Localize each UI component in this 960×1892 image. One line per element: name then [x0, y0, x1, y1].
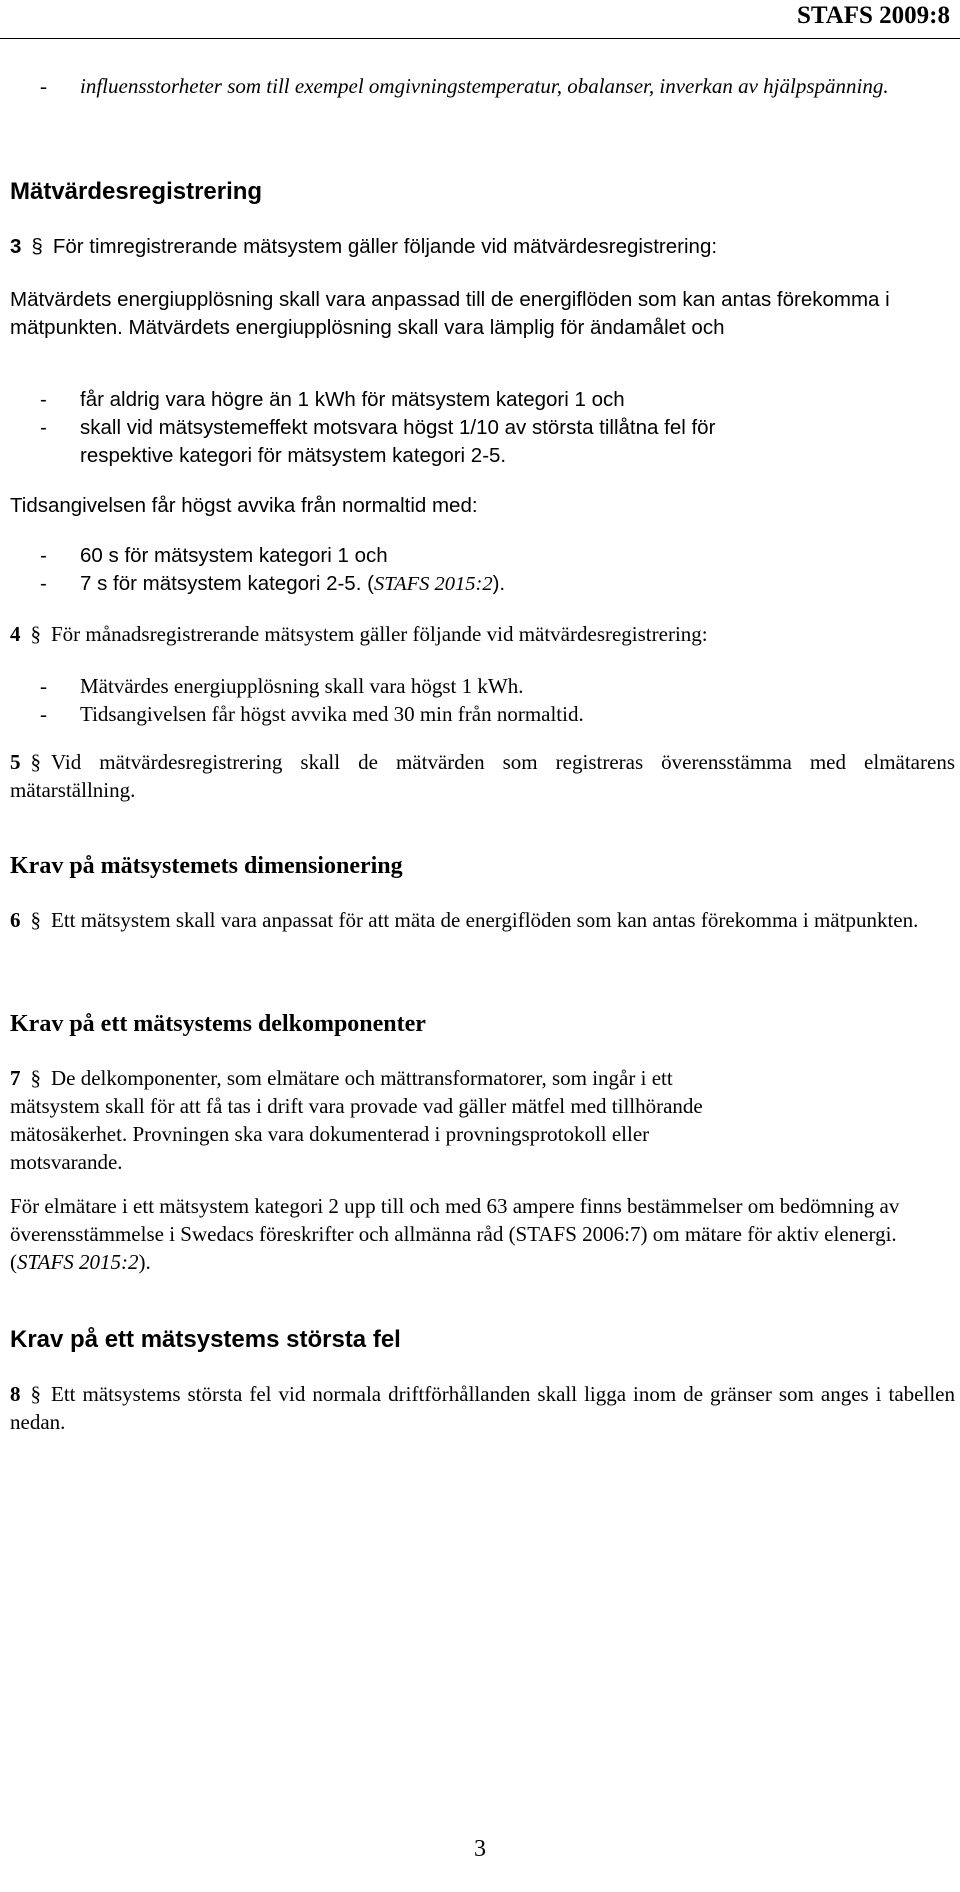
- list-item: [10, 386, 955, 414]
- list-item: [10, 414, 740, 470]
- paragraph-number: 6: [10, 908, 21, 932]
- list-item-text: Mätvärdes energiupplösning skall vara högst 1 kWh.: [80, 674, 524, 698]
- paragraph-number: 3: [10, 235, 22, 258]
- body-elmatare: [10, 1192, 955, 1276]
- list-dash: -: [40, 388, 47, 411]
- list-item: [10, 570, 955, 598]
- reference-stafs: STAFS 2015:2: [17, 1250, 139, 1274]
- paragraph-number: 5: [10, 750, 21, 774]
- body-tidsangivelsen: Tidsangivelsen får högst avvika från normaltid med:: [10, 494, 478, 517]
- body-text: För elmätare i ett mätsystem kategori 2 upp till och med 63 ampere finns bestämmelser om bedömning av överensstämmelse i Swedacs föreskrifter och allmänna råd (STAFS 2006:7) om mätare för aktiv elenergi. (: [10, 1194, 900, 1274]
- paragraph-number: 7: [10, 1066, 21, 1090]
- section-sign: §: [31, 235, 43, 258]
- list-dash: -: [40, 674, 47, 698]
- section-sign: §: [30, 750, 41, 774]
- section-sign: §: [30, 908, 41, 932]
- paragraph-4: [10, 620, 955, 648]
- list-item: [10, 672, 955, 700]
- paragraph-text: För månadsregistrerande mätsystem gäller följande vid mätvärdesregistrering:: [51, 622, 708, 646]
- body-energiupplosning: Mätvärdets energiupplösning skall vara anpassad till de energiflöden som kan antas förekomma i mätpunkten. Mätvärdets energiupplösning skall vara lämplig för ändamålet och: [10, 288, 890, 339]
- paragraph-3: [10, 233, 955, 261]
- section-sign: §: [30, 1382, 41, 1406]
- paragraph-number: 4: [10, 622, 21, 646]
- list-item-text: får aldrig vara högre än 1 kWh för mätsystem kategori 1 och: [80, 388, 625, 411]
- paragraph-6: [10, 906, 955, 934]
- body-suffix: ).: [138, 1250, 151, 1274]
- list-dash: -: [40, 544, 47, 567]
- list-item-text: 7 s för mätsystem kategori 2-5. (: [80, 572, 374, 595]
- section-heading-delkomponenter: Krav på ett mätsystems delkomponenter: [10, 1011, 426, 1037]
- header-rule: [0, 38, 960, 39]
- list-item-text: influensstorheter som till exempel omgivningstemperatur, obalanser, inverkan av hjälpspänning.: [80, 74, 889, 98]
- section-heading-matvardesregistrering: Mätvärdesregistrering: [10, 178, 263, 205]
- section-heading-dimensionering: Krav på mätsystemets dimensionering: [10, 853, 403, 879]
- list-dash: -: [40, 702, 47, 726]
- list-dash: -: [40, 74, 47, 98]
- list-item: [10, 542, 955, 570]
- list-dash: -: [40, 572, 47, 595]
- paragraph-text: Ett mätsystems största fel vid normala driftförhållanden skall ligga inom de gränser som anges i tabellen nedan.: [10, 1382, 955, 1434]
- list-manadsregistrering: [10, 672, 955, 728]
- list-energiupplosning: [10, 386, 955, 470]
- list-item-suffix: ).: [492, 572, 506, 595]
- section-sign: §: [30, 622, 41, 646]
- list-item-text: skall vid mätsystemeffekt motsvara högst 1/10 av största tillåtna fel för respektive kategori för mätsystem kategori 2-5.: [80, 416, 716, 467]
- list-item-text: 60 s för mätsystem kategori 1 och: [80, 544, 388, 567]
- document-id: STAFS 2009:8: [796, 2, 950, 29]
- paragraph-text: För timregistrerande mätsystem gäller följande vid mätvärdesregistrering:: [52, 235, 718, 258]
- paragraph-text: Vid mätvärdesregistrering skall de mätvärden som registreras överensstämma med elmätarens mätarställning.: [10, 750, 955, 802]
- paragraph-number: 8: [10, 1382, 21, 1406]
- list-tidsangivelse: [10, 542, 955, 598]
- list-item: [10, 700, 955, 728]
- intro-list-item: [10, 72, 955, 100]
- list-item-text: Tidsangivelsen får högst avvika med 30 min från normaltid.: [80, 702, 584, 726]
- paragraph-5: [10, 748, 955, 804]
- paragraph-7: [10, 1064, 730, 1176]
- paragraph-text: De delkomponenter, som elmätare och mättransformatorer, som ingår i ett mätsystem skall för att få tas i drift vara provade vad gäller mätfel med tillhörande mätosäkerhet. Provningen ska vara dokumenterad i provningsprotokoll eller motsvarande.: [10, 1066, 703, 1174]
- paragraph-text: Ett mätsystem skall vara anpassat för att mäta de energiflöden som kan antas förekomma i mätpunkten.: [51, 908, 919, 932]
- paragraph-8: [10, 1380, 955, 1436]
- page-number: 3: [474, 1836, 486, 1862]
- list-dash: -: [40, 416, 47, 439]
- section-heading-storsta-fel: Krav på ett mätsystems största fel: [10, 1326, 401, 1353]
- reference-stafs: STAFS 2015:2: [373, 573, 493, 595]
- section-sign: §: [30, 1066, 41, 1090]
